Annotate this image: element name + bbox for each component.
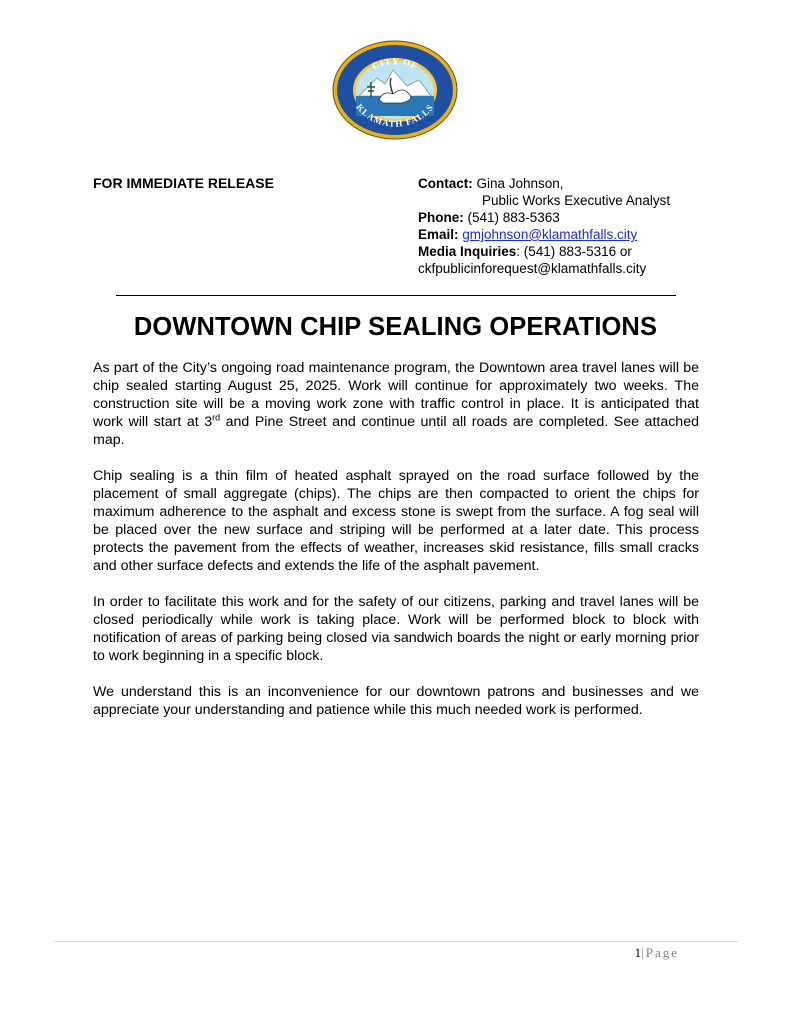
paragraph-1-part-b: and Pine Street and continue until all roads are completed. See attached map. — [93, 414, 699, 448]
contact-name: Gina Johnson, — [472, 176, 564, 191]
media-value: : (541) 883-5316 or — [516, 244, 632, 259]
page-number-footer — [635, 945, 679, 961]
paragraph-1 — [93, 359, 699, 449]
media-label: Media Inquiries — [418, 244, 517, 259]
city-seal-logo — [331, 40, 459, 140]
paragraph-2: Chip sealing is a thin film of heated asphalt sprayed on the road surface followed by the placement of small aggregate (chips). The chips are then compacted to orient the chips for maximum adherence to the asphalt and excess stone is swept from the surface. A fog seal will be placed over the new surface and striping will be performed at a later date. This process protects the pavement from the effects of weather, increases skid resistance, fills small cracks and other surface defects and extends the life of the asphalt pavement. — [93, 468, 699, 574]
page-separator: | — [641, 945, 646, 960]
release-label: FOR IMMEDIATE RELEASE — [93, 175, 274, 191]
body-text — [93, 359, 699, 737]
document-title: DOWNTOWN CHIP SEALING OPERATIONS — [133, 313, 658, 341]
email-link[interactable]: gmjohnson@klamathfalls.city — [462, 227, 638, 242]
seal-bottom-text: KLAMATH FALLS — [354, 101, 436, 129]
header-divider — [116, 295, 676, 296]
ordinal-suffix: rd — [212, 412, 221, 423]
media-email: ckfpublicinforequest@klamathfalls.city — [418, 261, 647, 276]
contact-row — [418, 175, 670, 192]
contact-title: Public Works Executive Analyst — [482, 193, 671, 208]
city-seal-graphic — [331, 40, 459, 140]
media-row — [418, 243, 670, 260]
seal-top-text: CITY OF — [370, 56, 420, 72]
phone-value: (541) 883-5363 — [463, 210, 560, 225]
phone-label: Phone: — [418, 210, 464, 225]
page-word: Page — [645, 945, 679, 960]
paragraph-3: In order to facilitate this work and for the safety of our citizens, parking and travel lanes will be closed periodically while work is taking place. Work will be performed block to block with notification of areas of parking being closed via sandwich boards the night or early morning prior to work beginning in a specific block. — [93, 594, 699, 664]
email-label: Email: — [418, 227, 459, 242]
phone-row — [418, 209, 670, 226]
page-number: 1 — [634, 945, 642, 960]
footer-divider — [53, 941, 738, 942]
paragraph-4: We understand this is an inconvenience for our downtown patrons and businesses and we appreciate your understanding and patience while this much needed work is performed. — [93, 684, 699, 718]
email-row — [418, 226, 670, 243]
paragraph-1-part-a: As part of the City’s ongoing road maintenance program, the Downtown area travel lanes will be chip sealed starting August 25, 2025. Work will continue for approximately two weeks. The construction site will be a moving work zone with traffic control in place. It is anticipated that work will start at 3 — [93, 360, 699, 430]
contact-label: Contact: — [418, 176, 473, 191]
contact-block — [418, 175, 670, 277]
